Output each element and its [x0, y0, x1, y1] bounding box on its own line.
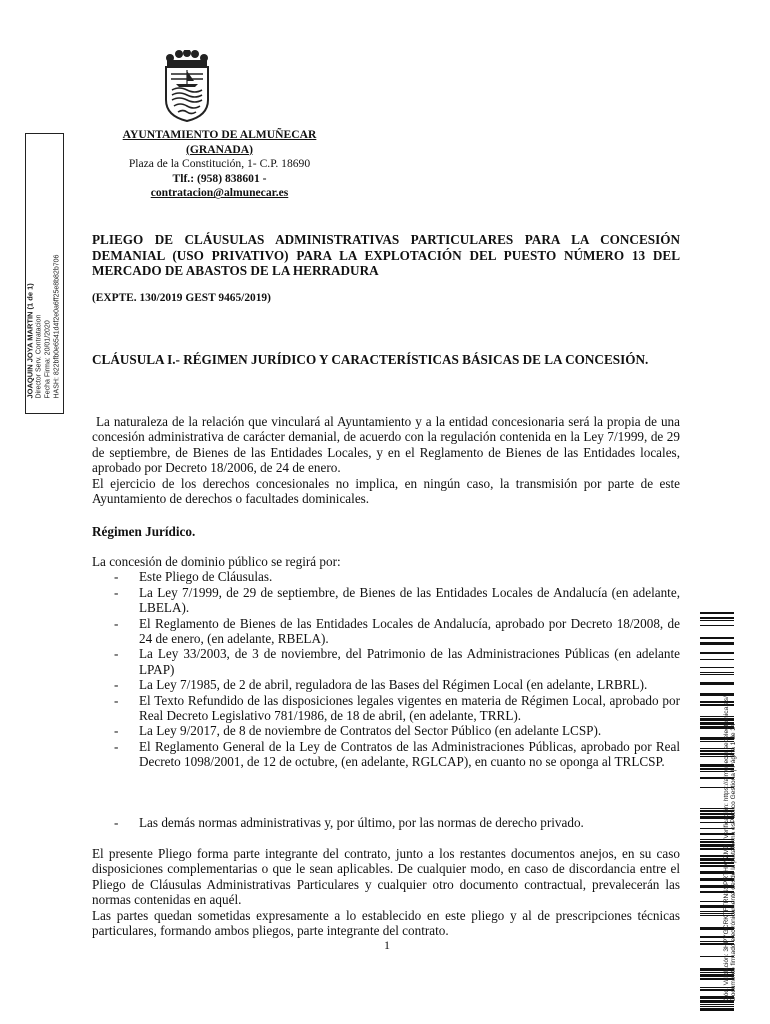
- list-item: [92, 723, 680, 738]
- list: [92, 815, 680, 830]
- list-item: [92, 677, 680, 692]
- list-item: [92, 569, 680, 584]
- list-item: [92, 616, 680, 647]
- org-name: AYUNTAMIENTO DE ALMUÑECAR: [122, 128, 317, 141]
- signature-platform-note: Documento firmado electrónicamente desde la plataforma esPublico Gestiona | Página 1 de 34: [730, 723, 737, 1001]
- paragraph-nature: [92, 414, 684, 507]
- document-title: PLIEGO DE CLÁUSULAS ADMINISTRATIVAS PARTICULARES PARA LA CONCESIÓN DEMANIAL (USO PRIVATIVO) PARA LA EXPLOTACIÓN DEL PUESTO NÚMERO 13 DEL MERCADO DE ABASTOS DE LA HERRADURA: [92, 232, 680, 279]
- signer-name: JOAQUIN JOYA MARTIN (1 de 1): [25, 283, 35, 399]
- dash: -: [114, 569, 119, 585]
- barcode-bar: [700, 1006, 734, 1007]
- list-item-text: Las demás normas administrativas y, por último, por las normas de derecho privado.: [139, 815, 584, 830]
- list-item-text: Este Pliego de Cláusulas.: [139, 569, 273, 585]
- paragraph: Las partes quedan sometidas expresamente a lo establecido en este pliego y al de prescripciones técnicas particulares, formando ambos pliegos, parte integrante del contrato.: [92, 907, 680, 939]
- signer-role: Director Serv. Contratacion: [35, 314, 43, 399]
- validation-code: Cód. Validación: 3HPYGCRKTFTRNSSPRTHXYZMD | Verificación: https://almunecar.sedelectronica.es/: [723, 696, 730, 1001]
- address: Plaza de la Constitución, 1- C.P. 18690: [128, 157, 311, 171]
- barcode-bar: [700, 617, 734, 619]
- list-item-text: El Reglamento General de la Ley de Contratos de las Administraciones Públicas, aprobado por Real Decreto 1098/2001, de 12 de octubre, (en adelante, RGLCAP), en cuanto no se oponga al TRLCSP.: [139, 738, 680, 770]
- clause-heading: CLÁUSULA I.- RÉGIMEN JURÍDICO Y CARACTERÍSTICAS BÁSICAS DE LA CONCESIÓN.: [92, 352, 649, 367]
- barcode-bar: [700, 620, 734, 621]
- letterhead: [112, 128, 327, 201]
- list-item-text: La Ley 7/1985, de 2 de abril, reguladora de las Bases del Régimen Local (en adelante, LRBRL).: [139, 677, 648, 693]
- page-number: 1: [384, 938, 390, 952]
- barcode-bar: [700, 1008, 734, 1011]
- list-item: [92, 693, 680, 724]
- barcode-bar: [700, 1004, 734, 1005]
- signature-text: [26, 137, 65, 399]
- paragraph: La naturaleza de la relación que vinculará al Ayuntamiento y a la entidad concesionaria será la propia de una concesión administrativa de carácter demanial, de acuerdo con la regulación contenida en la Ley 7/1999, de 29 de septiembre, de Bienes de las Entidades Locales, y en el Reglamento de Bienes de las Entidades locales, aprobado por Decreto 18/2006, de 24 de enero.: [92, 414, 684, 476]
- paragraph: El ejercicio de los derechos concesionales no implica, en ningún caso, la transmisión por parte de este Ayuntamiento de derechos o facultades dominicales.: [92, 475, 680, 507]
- verification-text: [723, 625, 737, 1001]
- list-item: [92, 815, 680, 830]
- signature-box: [25, 133, 64, 414]
- paragraph-contract: [92, 846, 680, 938]
- paragraph: El presente Pliego forma parte integrante del contrato, junto a los restantes documentos anejos, en su caso disposiciones complementarias o que le sean aplicables. De cualquier modo, en caso de discordancia entre el Pliego de Cláusulas Administrativas Particulares y cualquier otro documento contractual, prevalecerán las normas contenidas en aquél.: [92, 846, 680, 908]
- dash: -: [114, 738, 119, 754]
- legal-framework-list: [92, 554, 680, 770]
- province: (GRANADA): [186, 142, 253, 156]
- list-item-text: La Ley 9/2017, de 8 de noviembre de Contratos del Sector Público (en adelante LCSP).: [139, 723, 602, 739]
- coat-of-arms-logo: [162, 50, 212, 122]
- dash: -: [114, 692, 119, 708]
- email-link[interactable]: contratacion@almunecar.es: [150, 186, 289, 200]
- verification-strip: [700, 612, 760, 1012]
- dash: -: [114, 615, 119, 631]
- phone: Tlf.: (958) 838601 -: [172, 171, 267, 185]
- signature-hash: HASH: 822bfb0e6541d4f2e0a6ff25e8b82b706: [53, 254, 61, 399]
- dash: -: [114, 677, 119, 693]
- barcode-bar: [700, 612, 734, 614]
- list-item-text: El Reglamento de Bienes de las Entidades Locales de Andalucía, aprobado por Decreto 18/2008, de 24 de enero, (en adelante, RBELA).: [139, 615, 680, 647]
- list-item: [92, 646, 680, 677]
- section-heading: Régimen Jurídico.: [92, 524, 196, 539]
- list-item: [92, 739, 680, 770]
- signature-date: Fecha Firma: 20/01/2020: [44, 320, 52, 399]
- list-intro: La concesión de dominio público se regirá por:: [92, 554, 341, 569]
- dash: -: [114, 815, 119, 830]
- list-item-text: La Ley 33/2003, de 3 de noviembre, del Patrimonio de las Administraciones Públicas (en adelante LPAP): [139, 646, 680, 677]
- dash: -: [114, 723, 119, 739]
- list-item-text: El Texto Refundido de las disposiciones legales vigentes en materia de Régimen Local, aprobado por Real Decreto Legislativo 781/1986, de 18 de abril, (en adelante, TRRL).: [139, 692, 680, 724]
- dash: -: [114, 646, 119, 662]
- dash: -: [114, 584, 119, 600]
- list-item: [92, 585, 680, 616]
- last-list-item: [92, 815, 680, 830]
- file-number: (EXPTE. 130/2019 GEST 9465/2019): [92, 292, 271, 304]
- list-item-text: La Ley 7/1999, de 29 de septiembre, de Bienes de las Entidades Locales de Andalucía (en adelante, LBELA).: [139, 584, 680, 616]
- list: [92, 569, 680, 769]
